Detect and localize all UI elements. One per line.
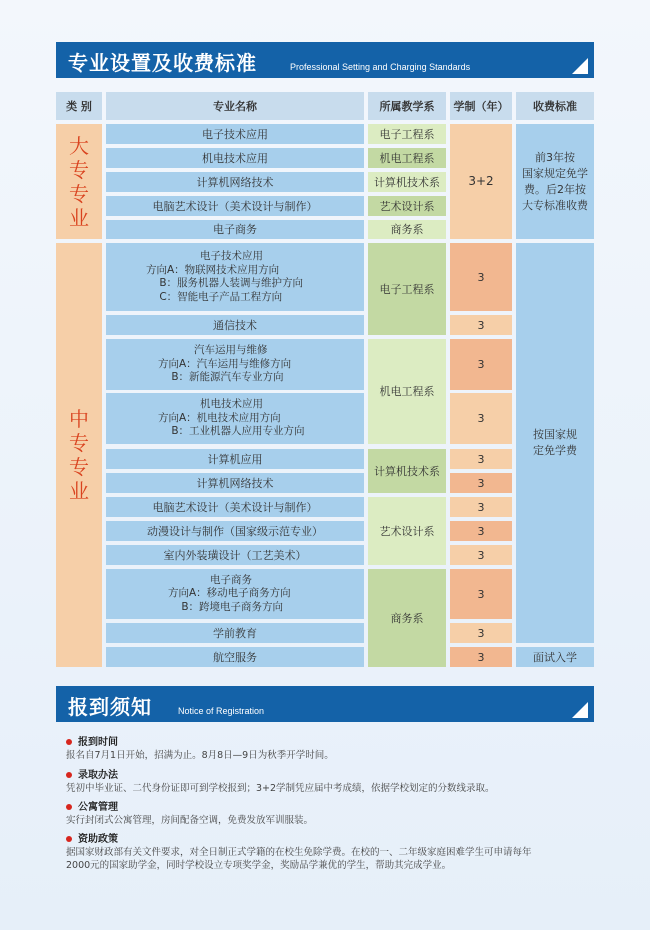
header-category: 类 别 bbox=[56, 92, 102, 120]
dept-cell: 艺术设计系 bbox=[368, 196, 446, 216]
dept-cell: 商务系 bbox=[368, 220, 446, 239]
major-cell bbox=[106, 339, 364, 390]
years-cell: 3 bbox=[450, 623, 512, 643]
major-cell bbox=[106, 243, 364, 311]
years-cell: 3 bbox=[450, 569, 512, 619]
years-cell: 3 bbox=[450, 521, 512, 541]
section-subtitle: Notice of Registration bbox=[178, 706, 265, 716]
major-direction: 方向A：物联网技术应用方向 bbox=[146, 263, 280, 276]
major-cell: 通信技术 bbox=[106, 315, 364, 335]
major-cell: 计算机应用 bbox=[106, 449, 364, 469]
corner-arrow-icon bbox=[572, 702, 588, 718]
fee-cell: 前3年按 国家规定免学 费。后2年按 大专标准收费 bbox=[516, 124, 594, 239]
notice-item bbox=[66, 801, 606, 827]
category-char: 大 bbox=[69, 133, 89, 158]
major-direction: 方向A：汽车运用与维修方向 bbox=[158, 357, 292, 370]
years-cell: 3 bbox=[450, 393, 512, 444]
notice-title: 录取办法 bbox=[66, 769, 606, 782]
notice-text: 报名自7月1日开始，招满为止。8月8日—9日为秋季开学时间。 bbox=[66, 750, 334, 761]
dept-cell: 电子工程系 bbox=[368, 243, 446, 335]
category-char: 专 bbox=[69, 431, 89, 455]
section-banner-programs bbox=[56, 42, 594, 78]
corner-arrow-icon bbox=[572, 58, 588, 74]
header-dept: 所属教学系 bbox=[368, 92, 446, 120]
dept-cell: 计算机技术系 bbox=[368, 449, 446, 493]
dept-cell: 商务系 bbox=[368, 569, 446, 667]
major-cell: 电脑艺术设计（美术设计与制作） bbox=[106, 497, 364, 517]
years-cell: 3 bbox=[450, 497, 512, 517]
major-cell: 电脑艺术设计（美术设计与制作） bbox=[106, 196, 364, 216]
notice-text: 实行封闭式公寓管理，房间配备空调，免费发放军训服装。 bbox=[66, 815, 314, 826]
fee-cell: 按国家规 定免学费 bbox=[516, 243, 594, 643]
category-char: 业 bbox=[69, 205, 89, 230]
major-cell bbox=[106, 569, 364, 619]
notice-title: 报到时间 bbox=[66, 736, 606, 749]
major-cell: 室内外装璜设计（工艺美术） bbox=[106, 545, 364, 565]
years-cell: 3 bbox=[450, 243, 512, 311]
years-cell: 3 bbox=[450, 473, 512, 493]
years-cell: 3 bbox=[450, 647, 512, 667]
category-char: 中 bbox=[69, 407, 89, 431]
major-cell: 动漫设计与制作（国家级示范专业） bbox=[106, 521, 364, 541]
dept-cell: 机电工程系 bbox=[368, 148, 446, 168]
years-cell: 3 bbox=[450, 545, 512, 565]
dept-cell: 机电工程系 bbox=[368, 339, 446, 444]
section-subtitle: Professional Setting and Charging Standards bbox=[290, 62, 471, 72]
notice-item bbox=[66, 769, 606, 795]
major-cell: 电子商务 bbox=[106, 220, 364, 239]
years-cell: 3 bbox=[450, 449, 512, 469]
fee-cell: 面试入学 bbox=[516, 647, 594, 667]
major-cell: 航空服务 bbox=[106, 647, 364, 667]
years-cell: 3+2 bbox=[450, 124, 512, 239]
dept-cell: 计算机技术系 bbox=[368, 172, 446, 192]
major-direction: B：服务机器人装调与维护方向 bbox=[146, 277, 304, 289]
dept-cell: 电子工程系 bbox=[368, 124, 446, 144]
notice-text: 据国家财政部有关文件要求，对全日制正式学籍的在校生免除学费。在校的一、二年级家庭困难学生可申请每年 2000元的国家助学金，同时学校设立专项奖学金，奖励品学兼优的学生，帮助其完成学业。 bbox=[66, 847, 532, 871]
major-direction: B：工业机器人应用专业方向 bbox=[158, 425, 305, 438]
major-direction: 方向A：移动电子商务方向 bbox=[168, 587, 291, 600]
major-direction: B：新能源汽车专业方向 bbox=[158, 371, 284, 384]
category-zhongzhuan bbox=[56, 243, 102, 667]
notice-title: 资助政策 bbox=[66, 833, 606, 846]
header-years: 学制（年） bbox=[450, 92, 512, 120]
header-fee: 收费标准 bbox=[516, 92, 594, 120]
major-cell: 计算机网络技术 bbox=[106, 172, 364, 192]
major-cell: 机电技术应用 bbox=[106, 148, 364, 168]
major-direction: 方向A：机电技术应用方向 bbox=[158, 411, 281, 424]
major-name: 电子商务 bbox=[210, 573, 252, 586]
major-direction: C：智能电子产品工程方向 bbox=[146, 290, 283, 303]
header-major: 专业名称 bbox=[106, 92, 364, 120]
major-cell: 电子技术应用 bbox=[106, 124, 364, 144]
major-name: 电子技术应用 bbox=[200, 250, 263, 262]
section-title: 专业设置及收费标准 bbox=[68, 51, 257, 75]
years-cell: 3 bbox=[450, 339, 512, 390]
section-title: 报到须知 bbox=[68, 695, 152, 719]
major-name: 汽车运用与维修 bbox=[194, 344, 268, 357]
dept-cell: 艺术设计系 bbox=[368, 497, 446, 565]
section-banner-registration bbox=[56, 686, 594, 722]
category-char: 专 bbox=[69, 181, 89, 206]
major-cell: 计算机网络技术 bbox=[106, 473, 364, 493]
category-dazhuan bbox=[56, 124, 102, 239]
notice-title: 公寓管理 bbox=[66, 801, 606, 814]
category-char: 专 bbox=[69, 157, 89, 182]
major-name: 机电技术应用 bbox=[200, 398, 263, 411]
category-char: 业 bbox=[69, 479, 89, 503]
major-cell: 学前教育 bbox=[106, 623, 364, 643]
major-cell bbox=[106, 393, 364, 444]
years-cell: 3 bbox=[450, 315, 512, 335]
category-char: 专 bbox=[69, 455, 89, 479]
notice-text: 凭初中毕业证、二代身份证即可到学校报到；3+2学制凭应届中考成绩，依据学校划定的分数线录取。 bbox=[66, 783, 495, 794]
major-direction: B：跨境电子商务方向 bbox=[168, 600, 284, 613]
notice-item bbox=[66, 833, 606, 872]
notice-item bbox=[66, 736, 606, 762]
